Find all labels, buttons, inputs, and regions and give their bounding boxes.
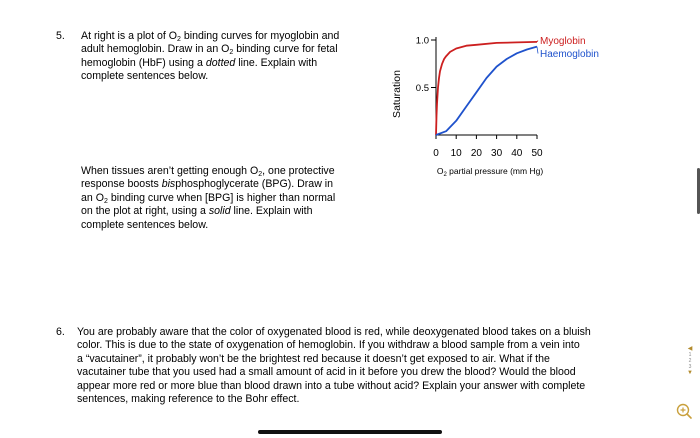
text: response boosts <box>81 178 162 191</box>
y-axis-label: Saturation <box>391 70 403 118</box>
text: complete sentences below. <box>81 218 209 231</box>
question-6-prompt <box>77 326 677 406</box>
text: , one protective <box>262 165 335 177</box>
page-number[interactable]: 3 <box>688 364 692 370</box>
text: an O <box>81 191 104 204</box>
question-6-line: vacutainer tube that you used had a small amount of acid in it before you drew the blood? Would the blood <box>77 366 576 379</box>
x-tick-label: 10 <box>450 148 462 159</box>
series-line-myoglobin <box>436 42 537 135</box>
legend-label-haemoglobin: Haemoglobin <box>540 49 599 60</box>
subscript: 2 <box>258 171 263 178</box>
zoom-in-icon[interactable] <box>675 402 693 420</box>
page-number[interactable]: 2 <box>688 358 692 364</box>
text: At right is a plot of O <box>81 30 177 42</box>
text: adult hemoglobin. Draw in an O <box>81 43 230 56</box>
page-down-icon[interactable]: ▼ <box>687 370 693 376</box>
question-6-line: appear more red or more blue than blood drawn into a tube without acid? Explain your answer with complete <box>77 379 586 392</box>
text: line. Explain with <box>230 205 313 218</box>
legend-leader-myoglobin <box>537 41 538 42</box>
question-6-line: sentences, making reference to the Bohr effect. <box>77 393 300 406</box>
text: line. Explain with <box>235 56 318 69</box>
text: binding curve for fetal <box>233 43 338 56</box>
text: binding curves for myoglobin and <box>180 30 340 42</box>
page-navigator[interactable] <box>685 346 695 380</box>
y-tick-label: 1.0 <box>415 35 429 47</box>
text: hemoglobin (HbF) using a <box>81 56 206 69</box>
text: phosphoglycerate (BPG). Draw in <box>175 178 334 191</box>
subscript: 2 <box>103 197 108 205</box>
text: binding curve when [BPG] is higher than normal <box>107 191 336 204</box>
y-tick-label: 0.5 <box>415 83 429 94</box>
emphasis: dotted <box>205 56 236 69</box>
question-6-number: 6. <box>56 326 65 338</box>
question-6-line: You are probably aware that the color of oxygenated blood is red, while deoxygenated blood takes on a bluish <box>77 326 591 338</box>
subscript: 2 <box>229 49 234 57</box>
text: When tissues aren’t getting enough O <box>81 165 259 177</box>
emphasis: bis <box>161 178 176 191</box>
emphasis: solid <box>208 205 231 218</box>
x-tick-label: 40 <box>511 148 523 159</box>
x-tick-label: 30 <box>491 148 503 159</box>
x-tick-label: 0 <box>433 148 439 159</box>
series-line-haemoglobin <box>436 47 537 135</box>
x-axis-label: $O_2$ partial pressure (mm Hg) <box>436 166 544 178</box>
x-tick-label: 50 <box>531 148 543 159</box>
page-number[interactable]: 1 <box>688 352 692 358</box>
legend-label-myoglobin: Myoglobin <box>540 36 586 47</box>
subscript: 2 <box>176 36 181 43</box>
question-6-line: color. This is due to the state of oxygenation of hemoglobin. If you withdraw a blood sample from a vein into <box>77 339 580 352</box>
home-indicator[interactable] <box>258 430 442 434</box>
text: on the plot at right, using a <box>81 205 209 218</box>
question-5-number: 5. <box>56 30 65 42</box>
question-6-line: a “vacutainer”, it probably won’t be the brightest red because it doesn’t get exposed to air. What if the <box>77 352 550 365</box>
text: complete sentences below. <box>81 70 209 83</box>
page-up-icon[interactable]: ◀ <box>687 346 693 352</box>
x-tick-label: 20 <box>470 148 482 159</box>
legend-leader-haemoglobin <box>537 47 538 54</box>
